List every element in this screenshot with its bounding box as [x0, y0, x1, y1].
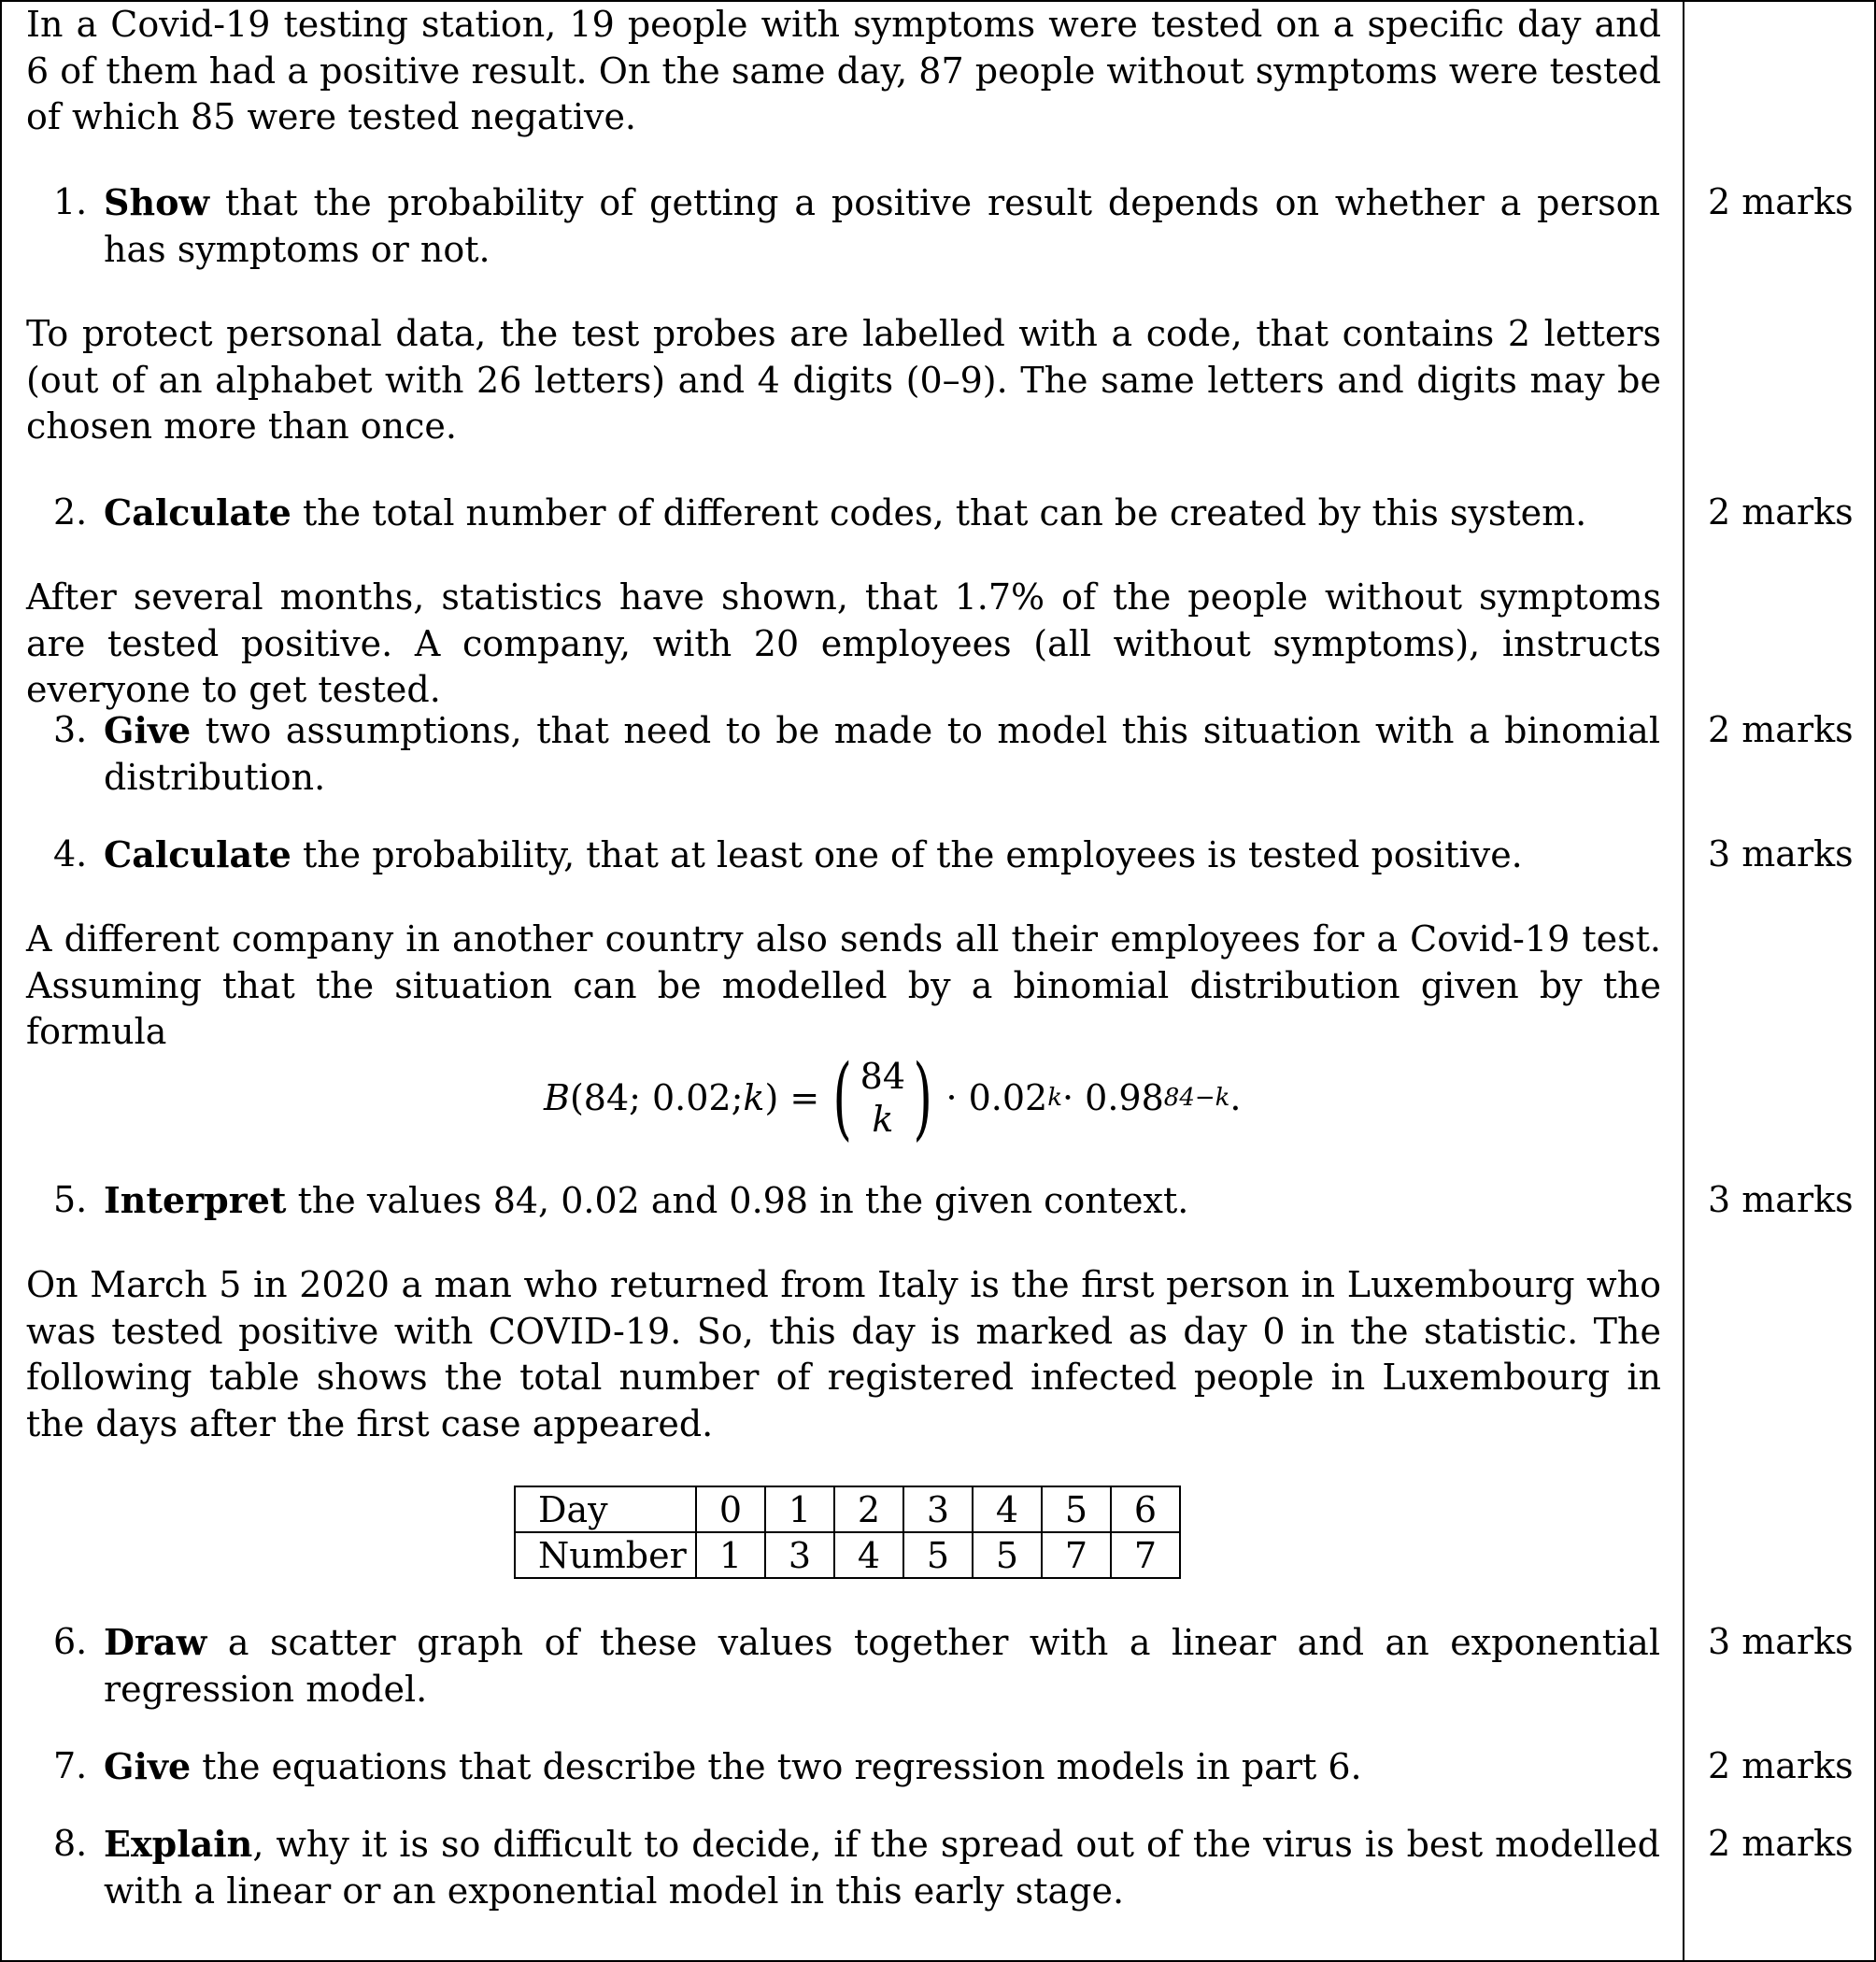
- infection-table: [514, 1486, 1181, 1579]
- question-7-number: 7.: [53, 1745, 88, 1786]
- question-5-verb: Interpret: [104, 1179, 287, 1221]
- formula-lhs-k: k: [743, 1077, 765, 1118]
- table-cell: 4: [834, 1532, 903, 1578]
- formula-exp2: 84−k: [1163, 1084, 1230, 1112]
- question-8-verb: Explain: [104, 1823, 253, 1865]
- question-6: [53, 1619, 1660, 1713]
- question-2-verb: Calculate: [104, 491, 291, 533]
- question-4-text: the probability, that at least one of the employees is tested positive.: [291, 834, 1523, 875]
- formula-exp1: k: [1047, 1084, 1063, 1112]
- question-8-number: 8.: [53, 1823, 88, 1864]
- left-paren: (: [832, 1045, 853, 1150]
- intro-statistics: After several months, statistics have shown, that 1.7% of the people without symptoms are tested positive. A company, with 20 employees (all without symptoms), instructs everyone to get tested.: [26, 576, 1661, 710]
- table-row-number: [515, 1532, 1180, 1578]
- question-4: [53, 832, 1660, 879]
- table-cell: 6: [1111, 1486, 1180, 1532]
- table-cell: 1: [765, 1486, 834, 1532]
- intro-binomial: A different company in another country also sends all their employees for a Covid-19 test. Assuming that the situation can be modelled by a binomial distribution given by the formula: [26, 918, 1661, 1052]
- table-cell: 7: [1111, 1532, 1180, 1578]
- table-cell: 5: [903, 1532, 973, 1578]
- question-5-number: 5.: [53, 1179, 88, 1220]
- question-7-marks: 2 marks: [1708, 1745, 1854, 1786]
- question-7: [53, 1743, 1660, 1791]
- question-1-text: that the probability of getting a positive result depends on whether a person has symptoms or not.: [104, 182, 1660, 270]
- table-cell: 7: [1042, 1532, 1111, 1578]
- question-4-marks: 3 marks: [1708, 833, 1854, 874]
- question-3-verb: Give: [104, 709, 192, 751]
- question-5-text: the values 84, 0.02 and 0.98 in the given context.: [286, 1180, 1189, 1221]
- question-6-text: a scatter graph of these values together with a linear and an exponential regression model.: [104, 1622, 1660, 1710]
- question-4-verb: Calculate: [104, 833, 291, 875]
- formula-mid1: · 0.02: [945, 1077, 1048, 1118]
- table-row-day: [515, 1486, 1180, 1532]
- question-5: [53, 1177, 1660, 1225]
- question-8: [53, 1821, 1660, 1914]
- question-1-verb: Show: [104, 181, 210, 223]
- right-paren: ): [913, 1045, 933, 1150]
- formula-end: .: [1229, 1077, 1242, 1118]
- formula-lhs-name: B: [544, 1077, 570, 1118]
- question-6-number: 6.: [53, 1621, 88, 1662]
- table-cell: 2: [834, 1486, 903, 1532]
- formula-lhs-args: (84; 0.02;: [569, 1077, 744, 1118]
- question-3-marks: 2 marks: [1708, 709, 1854, 750]
- question-2-marks: 2 marks: [1708, 491, 1854, 533]
- binomial-coefficient: [825, 1045, 940, 1150]
- table-cell: 3: [903, 1486, 973, 1532]
- question-1-number: 1.: [53, 181, 88, 222]
- question-2-text: the total number of different codes, that can be created by this system.: [291, 492, 1587, 533]
- intro-luxembourg: On March 5 in 2020 a man who returned from Italy is the first person in Luxembourg who was tested positive with COVID-19. So, this day is marked as day 0 in the statistic. The following table shows the total number of registered infected people in Luxembourg in the days after the first case appeared.: [26, 1264, 1661, 1444]
- question-2: [53, 490, 1660, 537]
- question-2-number: 2.: [53, 491, 88, 533]
- binomial-formula: [544, 1046, 1242, 1149]
- question-7-verb: Give: [104, 1745, 192, 1787]
- table-cell: 5: [973, 1532, 1042, 1578]
- formula-lhs-close: ) =: [764, 1077, 820, 1118]
- question-3: [53, 707, 1660, 801]
- intro-codes: To protect personal data, the test probes are labelled with a code, that contains 2 letters (out of an alphabet with 26 letters) and 4 digits (0–9). The same letters and digits may be chosen more than once.: [26, 313, 1661, 447]
- question-6-marks: 3 marks: [1708, 1621, 1854, 1662]
- marks-column-divider: [1683, 2, 1684, 1960]
- table-cell: 1: [696, 1532, 765, 1578]
- question-3-number: 3.: [53, 709, 88, 750]
- question-1-marks: 2 marks: [1708, 181, 1854, 222]
- question-8-marks: 2 marks: [1708, 1823, 1854, 1864]
- table-cell: 3: [765, 1532, 834, 1578]
- table-row-label: Number: [515, 1532, 696, 1578]
- question-4-number: 4.: [53, 833, 88, 874]
- question-3-text: two assumptions, that need to be made to model this situation with a binomial distribution.: [104, 710, 1660, 798]
- question-7-text: the equations that describe the two regression models in part 6.: [191, 1746, 1362, 1787]
- question-8-text: , why it is so difficult to decide, if the spread out of the virus is best modelled with a linear or an exponential model in this early stage.: [104, 1824, 1660, 1912]
- table-cell: 5: [1042, 1486, 1111, 1532]
- binom-top: 84: [860, 1056, 906, 1097]
- question-1: [53, 179, 1660, 273]
- question-5-marks: 3 marks: [1708, 1179, 1854, 1220]
- question-6-verb: Draw: [104, 1621, 207, 1663]
- intro-testing-station: In a Covid-19 testing station, 19 people with symptoms were tested on a specific day and 6 of them had a positive result. On the same day, 87 people without symptoms were tested of which 85 were tested negative.: [26, 4, 1661, 137]
- table-cell: 4: [973, 1486, 1042, 1532]
- formula-mid2: · 0.98: [1062, 1077, 1164, 1118]
- binom-bottom: k: [872, 1099, 894, 1140]
- table-cell: 0: [696, 1486, 765, 1532]
- table-row-label: Day: [515, 1486, 696, 1532]
